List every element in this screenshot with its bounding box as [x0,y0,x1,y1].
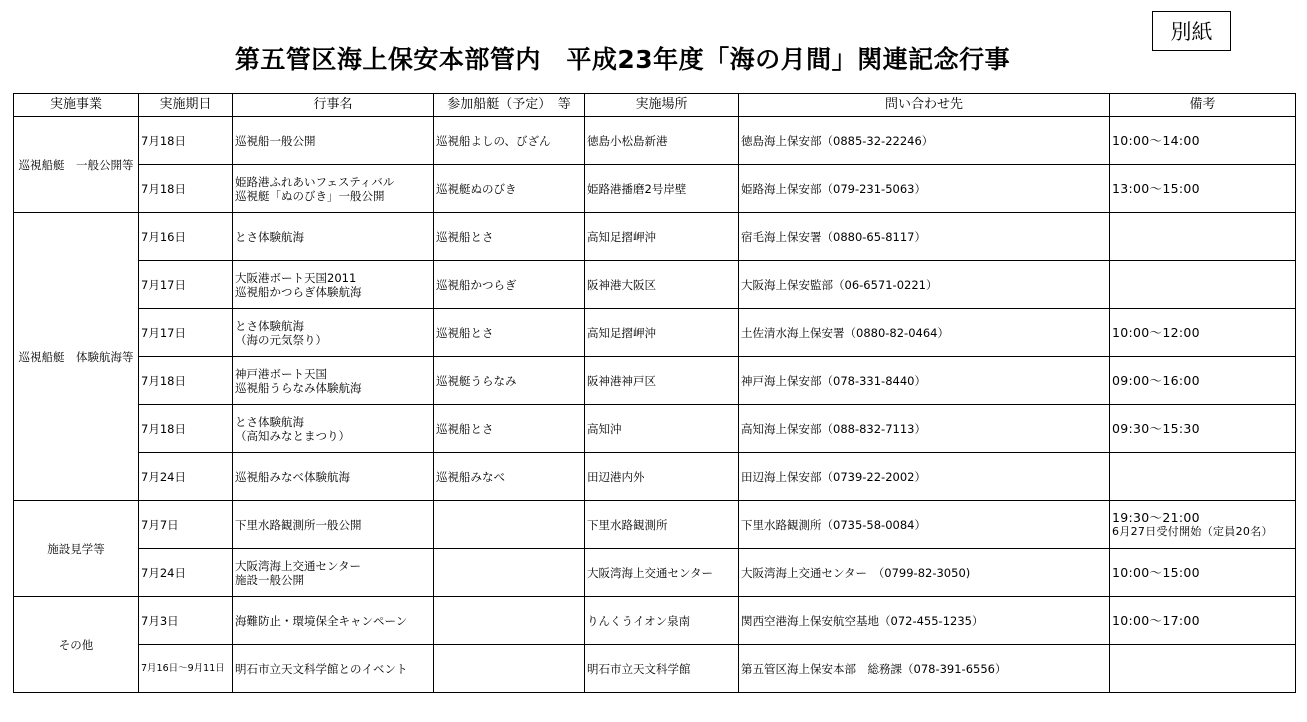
event-line: 大阪港ボート天国2011 [235,270,357,285]
table-row [14,117,1296,165]
table-row [14,309,1296,357]
event-line: 巡視船うらなみ体験航海 [235,380,362,395]
header-note: 備考 [1110,94,1296,117]
event-line: 明石市立天文科学館とのイベント [235,661,408,676]
contact-cell: 姫路海上保安部（079-231-5063） [739,165,1110,213]
note-cell [1110,549,1296,597]
table-row [14,357,1296,405]
category-cell: 巡視船艇 体験航海等 [14,213,139,501]
header-date: 実施期日 [139,94,233,117]
note-line: 6月27日受付開始（定員20名） [1112,524,1273,538]
event-cell [233,501,434,549]
vessel-cell [434,597,585,645]
vessel-cell: 巡視船よしの、びざん [434,117,585,165]
vessel-cell: 巡視船とさ [434,213,585,261]
header-place: 実施場所 [585,94,739,117]
note-cell [1110,261,1296,309]
contact-cell: 高知海上保安部（088-832-7113） [739,405,1110,453]
place-cell: 姫路港播磨2号岸壁 [585,165,739,213]
category-cell: 施設見学等 [14,501,139,597]
note-line: 09:00〜16:00 [1112,372,1200,388]
event-cell [233,213,434,261]
table-row [14,165,1296,213]
event-cell [233,357,434,405]
place-cell: 高知沖 [585,405,739,453]
note-cell [1110,453,1296,501]
place-cell: 高知足摺岬沖 [585,213,739,261]
vessel-cell: 巡視船とさ [434,405,585,453]
note-cell [1110,501,1296,549]
contact-cell: 徳島海上保安部（0885-32-22246） [739,117,1110,165]
table-row [14,261,1296,309]
note-line: 09:30〜15:30 [1112,420,1200,436]
note-cell [1110,405,1296,453]
place-cell: 徳島小松島新港 [585,117,739,165]
table-row [14,501,1296,549]
date-cell: 7月24日 [139,453,233,501]
contact-cell: 第五管区海上保安本部 総務課（078-391-6556） [739,645,1110,693]
note-line: 10:00〜17:00 [1112,612,1200,628]
note-line: 10:00〜12:00 [1112,324,1200,340]
vessel-cell: 巡視艇うらなみ [434,357,585,405]
event-cell [233,309,434,357]
header-category: 実施事業 [14,94,139,117]
vessel-cell [434,501,585,549]
event-cell [233,261,434,309]
note-cell [1110,357,1296,405]
contact-cell: 宿毛海上保安署（0880-65-8117） [739,213,1110,261]
place-cell: 明石市立天文科学館 [585,645,739,693]
date-cell: 7月3日 [139,597,233,645]
event-line: とさ体験航海 [235,318,304,333]
event-line: 巡視船かつらぎ体験航海 [235,284,362,299]
event-line: 大阪湾海上交通センター [235,558,362,573]
place-cell: 田辺港内外 [585,453,739,501]
events-table [13,93,1296,693]
note-line: 13:00〜15:00 [1112,180,1200,196]
event-line: とさ体験航海 [235,414,304,429]
vessel-cell: 巡視船とさ [434,309,585,357]
place-cell: 下里水路観測所 [585,501,739,549]
header-event: 行事名 [233,94,434,117]
event-line: 海難防止・環境保全キャンペーン [235,613,408,628]
vessel-cell [434,549,585,597]
note-cell [1110,213,1296,261]
contact-cell: 神戸海上保安部（078-331-8440） [739,357,1110,405]
header-vessel: 参加船艇（予定） 等 [434,94,585,117]
date-cell: 7月17日 [139,261,233,309]
place-cell: 阪神港大阪区 [585,261,739,309]
table-row [14,597,1296,645]
event-line: 姫路港ふれあいフェスティバル [235,174,395,189]
event-cell [233,165,434,213]
event-line: 下里水路観測所一般公開 [235,517,362,532]
date-cell: 7月18日 [139,165,233,213]
event-line: （海の元気祭り） [235,332,327,347]
contact-cell: 田辺海上保安部（0739-22-2002） [739,453,1110,501]
event-cell [233,405,434,453]
note-cell [1110,117,1296,165]
vessel-cell: 巡視艇ぬのびき [434,165,585,213]
note-line: 10:00〜15:00 [1112,564,1200,580]
date-cell: 7月7日 [139,501,233,549]
event-line: 施設一般公開 [235,572,304,587]
place-cell: 高知足摺岬沖 [585,309,739,357]
note-line: 10:00〜14:00 [1112,132,1200,148]
place-cell: 大阪湾海上交通センター [585,549,739,597]
attachment-label: 別紙 [1152,11,1231,51]
event-cell [233,645,434,693]
event-cell [233,549,434,597]
place-cell: りんくうイオン泉南 [585,597,739,645]
table-row [14,405,1296,453]
date-cell: 7月16日 [139,213,233,261]
table-row [14,645,1296,693]
event-line: 巡視船一般公開 [235,133,316,148]
note-cell [1110,165,1296,213]
contact-cell: 下里水路観測所（0735-58-0084） [739,501,1110,549]
event-cell [233,117,434,165]
category-cell: 巡視船艇 一般公開等 [14,117,139,213]
date-cell: 7月18日 [139,357,233,405]
date-cell: 7月17日 [139,309,233,357]
contact-cell: 関西空港海上保安航空基地（072-455-1235） [739,597,1110,645]
event-line: （高知みなとまつり） [235,428,350,443]
page-title: 第五管区海上保安本部管内 平成23年度「海の月間」関連記念行事 [234,45,1011,74]
table-row [14,453,1296,501]
date-cell: 7月16日〜9月11日 [139,645,233,693]
vessel-cell [434,645,585,693]
note-cell [1110,645,1296,693]
event-line: 巡視船みなべ体験航海 [235,469,350,484]
contact-cell: 大阪海上保安監部（06-6571-0221） [739,261,1110,309]
event-line: 神戸港ボート天国 [235,366,327,381]
category-cell: その他 [14,597,139,693]
note-cell [1110,597,1296,645]
table-row [14,213,1296,261]
event-line: とさ体験航海 [235,229,304,244]
contact-cell: 大阪湾海上交通センター （0799-82-3050) [739,549,1110,597]
vessel-cell: 巡視船かつらぎ [434,261,585,309]
event-line: 巡視艇「ぬのびき」一般公開 [235,188,385,203]
header-row [14,94,1296,117]
note-line: 19:30〜21:00 [1112,509,1200,525]
date-cell: 7月18日 [139,117,233,165]
date-cell: 7月18日 [139,405,233,453]
place-cell: 阪神港神戸区 [585,357,739,405]
header-contact: 問い合わせ先 [739,94,1110,117]
event-cell [233,453,434,501]
date-cell: 7月24日 [139,549,233,597]
vessel-cell: 巡視船みなべ [434,453,585,501]
contact-cell: 土佐清水海上保安署（0880-82-0464） [739,309,1110,357]
table-row [14,549,1296,597]
event-cell [233,597,434,645]
note-cell [1110,309,1296,357]
